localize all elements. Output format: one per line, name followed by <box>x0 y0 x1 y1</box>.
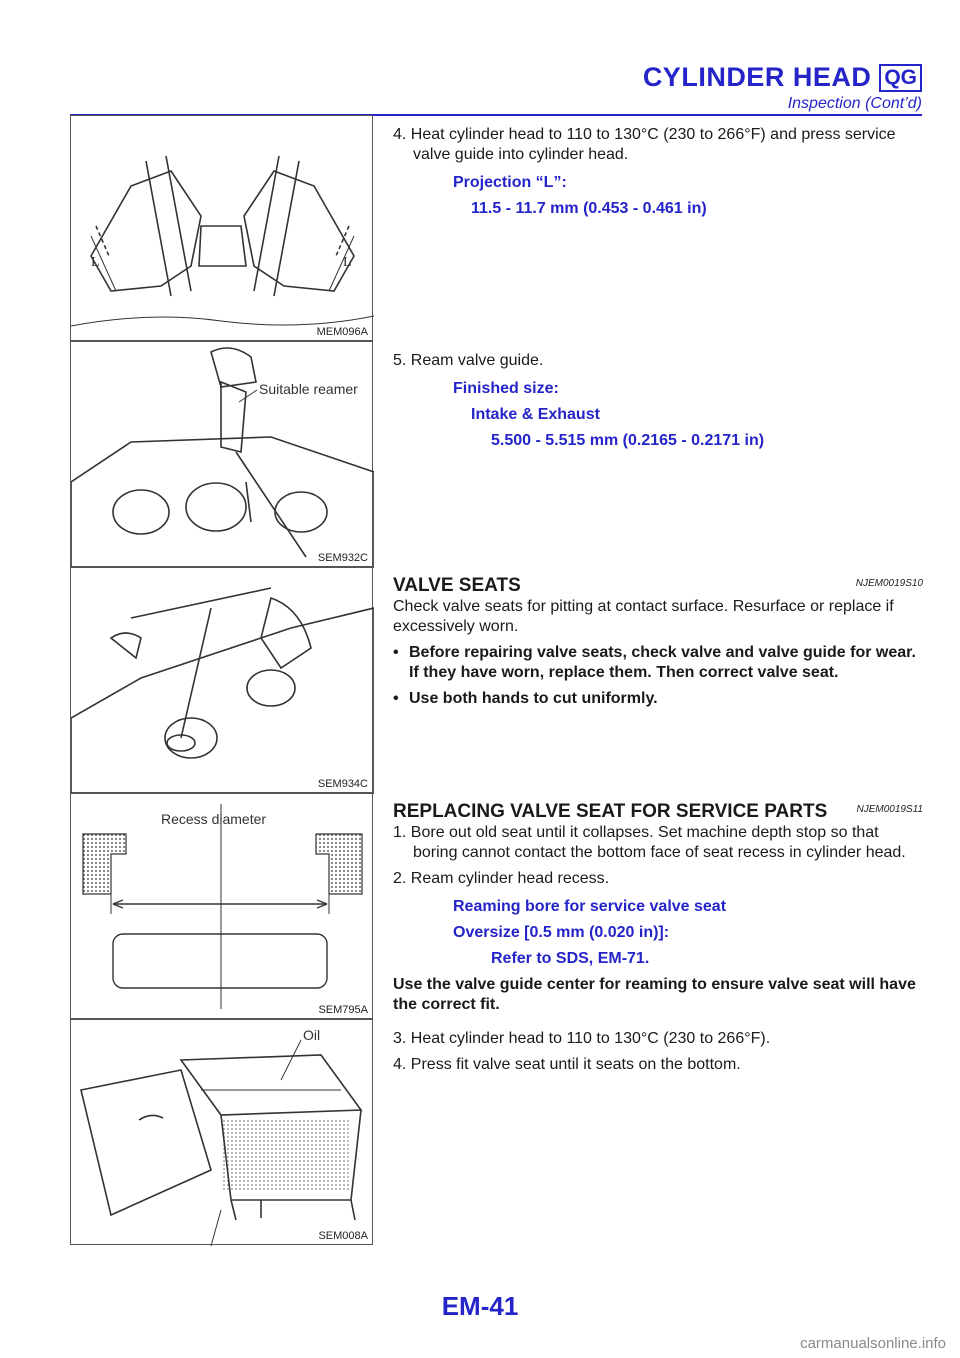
section-code: NJEM0019S11 <box>856 804 923 815</box>
figure-mem096a <box>70 115 373 341</box>
section-code: NJEM0019S10 <box>855 578 923 589</box>
page-subtitle: Inspection (Cont’d) <box>787 95 922 112</box>
figure-label: SEM934C <box>317 778 368 790</box>
oil-bath-heating-drawing <box>71 1020 374 1246</box>
bullet-item: • Use both hands to cut uniformly. <box>393 690 658 707</box>
heading-replacing-valve-seat: REPLACING VALVE SEAT FOR SERVICE PARTS NJEM0019S11 <box>393 801 923 822</box>
section-ream-guide <box>393 351 923 451</box>
figure-label: SEM008A <box>318 1230 368 1242</box>
step-3-heat: 3. Heat cylinder head to 110 to 130°C (230 to 266°F). <box>393 1030 771 1047</box>
step-4-press-fit: 4. Press fit valve seat until it seats on the bottom. <box>393 1056 741 1073</box>
spec-finished-size: Finished size: <box>453 380 559 397</box>
callout-suitable-reamer: Suitable reamer <box>259 381 358 397</box>
callout-l-right: L <box>343 255 352 270</box>
bullet-item: • Before repairing valve seats, check valve and valve guide for wear. If they have worn, replace them. Then correct valve seat. <box>393 644 916 681</box>
spec-reaming-bore: Reaming bore for service valve seat <box>453 898 727 915</box>
figure-label: SEM795A <box>318 1004 368 1016</box>
valve-guide-projection-drawing <box>71 116 374 342</box>
watermark: carmanualsonline.info <box>800 1335 946 1352</box>
engine-badge: QG <box>879 64 922 92</box>
figure-sem934c <box>70 567 373 793</box>
callout-recess-diameter: Recess diameter <box>161 811 267 827</box>
spec-projection-value: 11.5 - 11.7 mm (0.453 - 0.461 in) <box>471 200 707 217</box>
spec-intake-exhaust: Intake & Exhaust <box>471 406 600 423</box>
spec-oversize: Oversize [0.5 mm (0.020 in)]: <box>453 924 670 941</box>
section-replacing-seat <box>393 801 923 1015</box>
figure-label: SEM932C <box>317 552 368 564</box>
callout-l-left: L <box>91 255 100 270</box>
step-4-heat-press: 4. Heat cylinder head to 110 to 130°C (230 to 266°F) and press service valve guide into cylinder head. <box>393 126 896 163</box>
page-number: EM-41 <box>441 1291 519 1321</box>
figure-label: MEM096A <box>316 326 368 338</box>
section-press-seat <box>393 1029 923 1075</box>
step-5-ream: 5. Ream valve guide. <box>393 352 544 369</box>
heading-valve-seats: VALVE SEATS NJEM0019S10 <box>393 575 923 596</box>
page-header <box>643 62 922 113</box>
page-title: CYLINDER HEAD <box>642 62 872 92</box>
valve-seats-intro: Check valve seats for pitting at contact surface. Resurface or replace if excessively worn. <box>393 598 894 635</box>
section-valve-seats <box>393 575 923 709</box>
step-2-ream-recess: 2. Ream cylinder head recess. <box>393 870 610 887</box>
valve-seat-cutting-drawing <box>71 568 374 794</box>
note-valve-guide-center: Use the valve guide center for reaming to ensure valve seat will have the correct fit. <box>393 976 916 1013</box>
figure-sem932c <box>70 341 373 567</box>
callout-oil: Oil <box>303 1027 321 1043</box>
spec-refer-sds: Refer to SDS, EM-71. <box>491 950 650 967</box>
recess-diameter-drawing <box>71 794 374 1020</box>
ream-valve-guide-drawing <box>71 342 374 568</box>
figure-sem795a <box>70 793 373 1019</box>
figure-sem008a <box>70 1019 373 1245</box>
section-press-guide <box>393 125 923 219</box>
step-1-bore: 1. Bore out old seat until it collapses. Set machine depth stop so that boring cannot contact the bottom face of seat recess in cylinder head. <box>393 824 906 861</box>
spec-projection-label: Projection “L”: <box>453 174 567 191</box>
spec-finished-value: 5.500 - 5.515 mm (0.2165 - 0.2171 in) <box>491 432 765 449</box>
